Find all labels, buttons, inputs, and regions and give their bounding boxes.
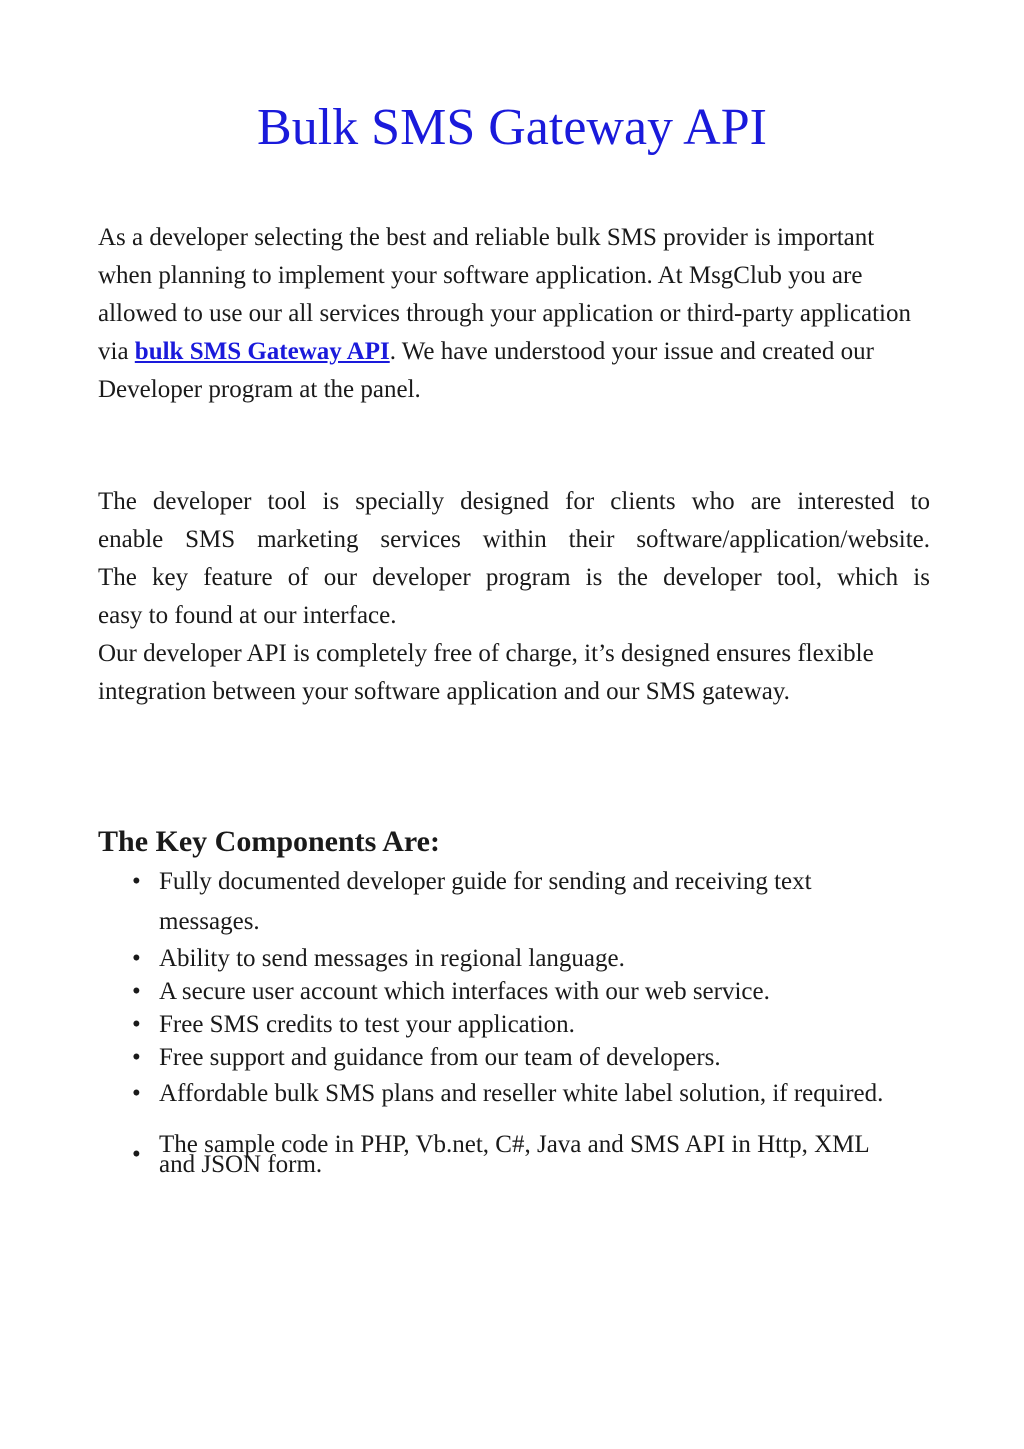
developer-tool-line: easy to found at our interface. xyxy=(98,602,397,629)
bullet-icon: • xyxy=(132,1011,141,1038)
bullet-icon: • xyxy=(132,1044,141,1071)
developer-tool-line: The key feature of our developer program is the developer tool, which is xyxy=(98,564,930,591)
free-api-paragraph: Our developer API is completely free of charge, it’s designed ensures flexible integration between your software application and our SMS gateway. xyxy=(98,640,874,705)
key-components-heading: The Key Components Are: xyxy=(98,825,440,858)
bullet-icon: • xyxy=(132,1141,141,1168)
bullet-icon: • xyxy=(132,1080,141,1107)
developer-tool-line: The developer tool is specially designed for clients who are interested to xyxy=(98,488,930,515)
developer-tool-line: enable SMS marketing services within their software/application/website. xyxy=(98,526,930,553)
intro-text-before-link: As a developer selecting the best and reliable bulk SMS provider is important when planning to implement your software application. At MsgClub you are allowed to use our all services through your application or third-party application via xyxy=(98,224,911,365)
intro-text-after-link: . We have understood your issue and created our Developer program at the panel. xyxy=(98,338,874,403)
list-item: The sample code in PHP, Vb.net, C#, Java and SMS API in Http, XML and JSON form. xyxy=(159,1131,869,1178)
bullet-icon: • xyxy=(132,868,141,895)
bulk-sms-gateway-api-link[interactable]: bulk SMS Gateway API xyxy=(134,338,390,365)
list-item: Affordable bulk SMS plans and reseller white label solution, if required. xyxy=(159,1080,884,1107)
list-item: Free SMS credits to test your application. xyxy=(159,1011,575,1038)
list-item: Ability to send messages in regional language. xyxy=(159,945,625,972)
list-item: Fully documented developer guide for sending and receiving text messages. xyxy=(159,868,812,935)
list-item: Free support and guidance from our team of developers. xyxy=(159,1044,721,1071)
bullet-icon: • xyxy=(132,945,141,972)
intro-paragraph xyxy=(98,219,918,409)
list-item: A secure user account which interfaces with our web service. xyxy=(159,978,770,1005)
bullet-icon: • xyxy=(132,978,141,1005)
developer-tool-paragraph xyxy=(98,483,930,635)
page-title: Bulk SMS Gateway API xyxy=(257,99,767,156)
